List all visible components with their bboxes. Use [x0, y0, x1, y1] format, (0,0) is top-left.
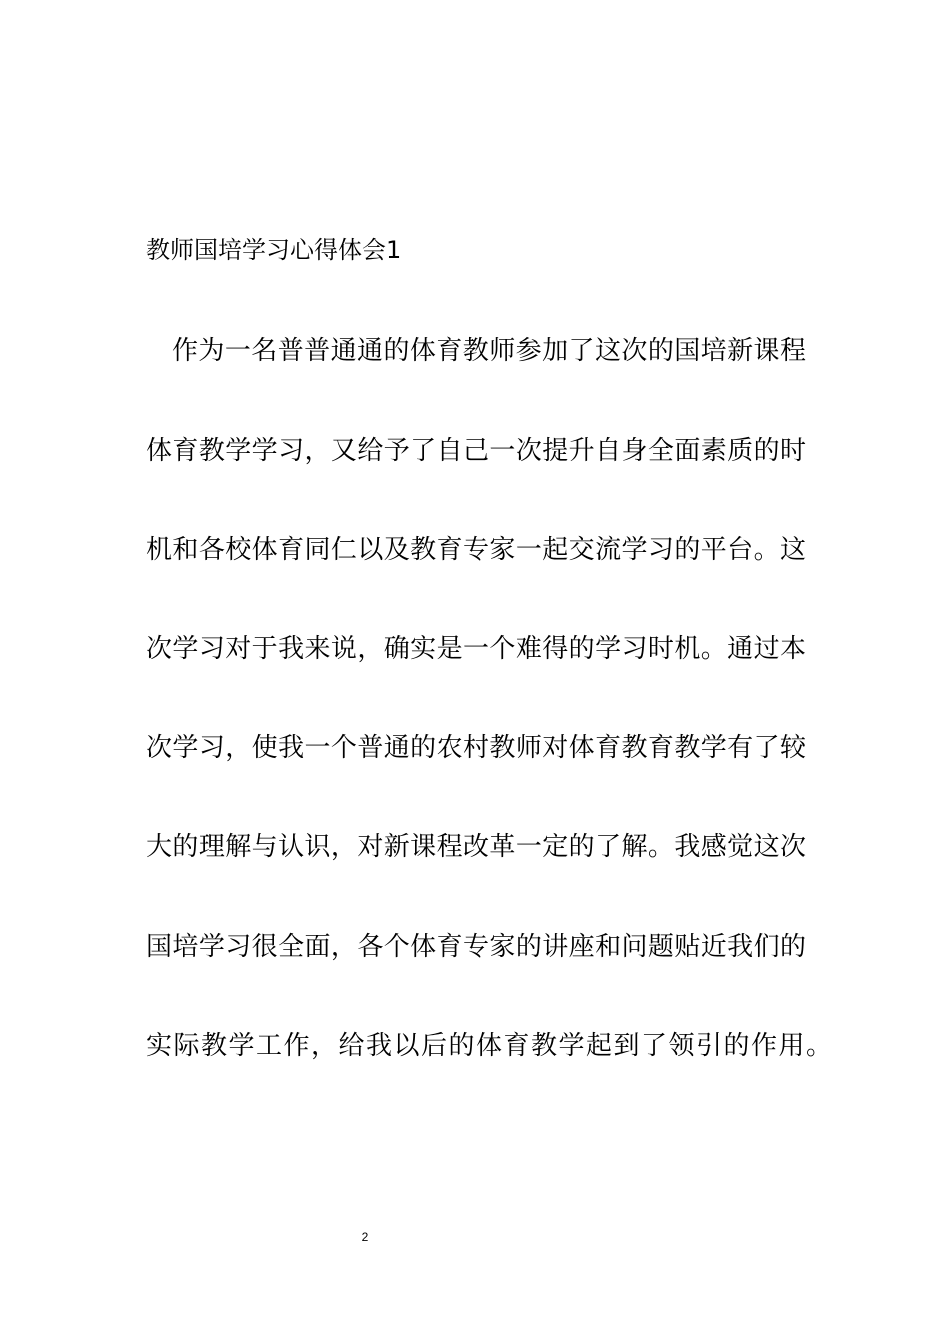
paragraph-line: 体育教学学习，又给予了自己一次提升自身全面素质的时 [146, 436, 806, 466]
page-number: 2 [361, 1230, 369, 1244]
paragraph-line: 机和各校体育同仁以及教育专家一起交流学习的平台。这 [146, 535, 806, 565]
paragraph-line: 国培学习很全面，各个体育专家的讲座和问题贴近我们的 [146, 932, 806, 962]
paragraph-line: 大的理解与认识，对新课程改革一定的了解。我感觉这次 [146, 832, 806, 862]
document-title: 教师国培学习心得体会1 [146, 236, 402, 264]
paragraph-line: 次学习对于我来说，确实是一个难得的学习时机。通过本 [146, 634, 806, 664]
paragraph-line: 次学习，使我一个普通的农村教师对体育教育教学有了较 [146, 733, 806, 763]
paragraph-line: 作为一名普普通通的体育教师参加了这次的国培新课程 [172, 336, 806, 366]
paragraph-line: 实际教学工作，给我以后的体育教学起到了领引的作用。 [146, 1031, 834, 1061]
